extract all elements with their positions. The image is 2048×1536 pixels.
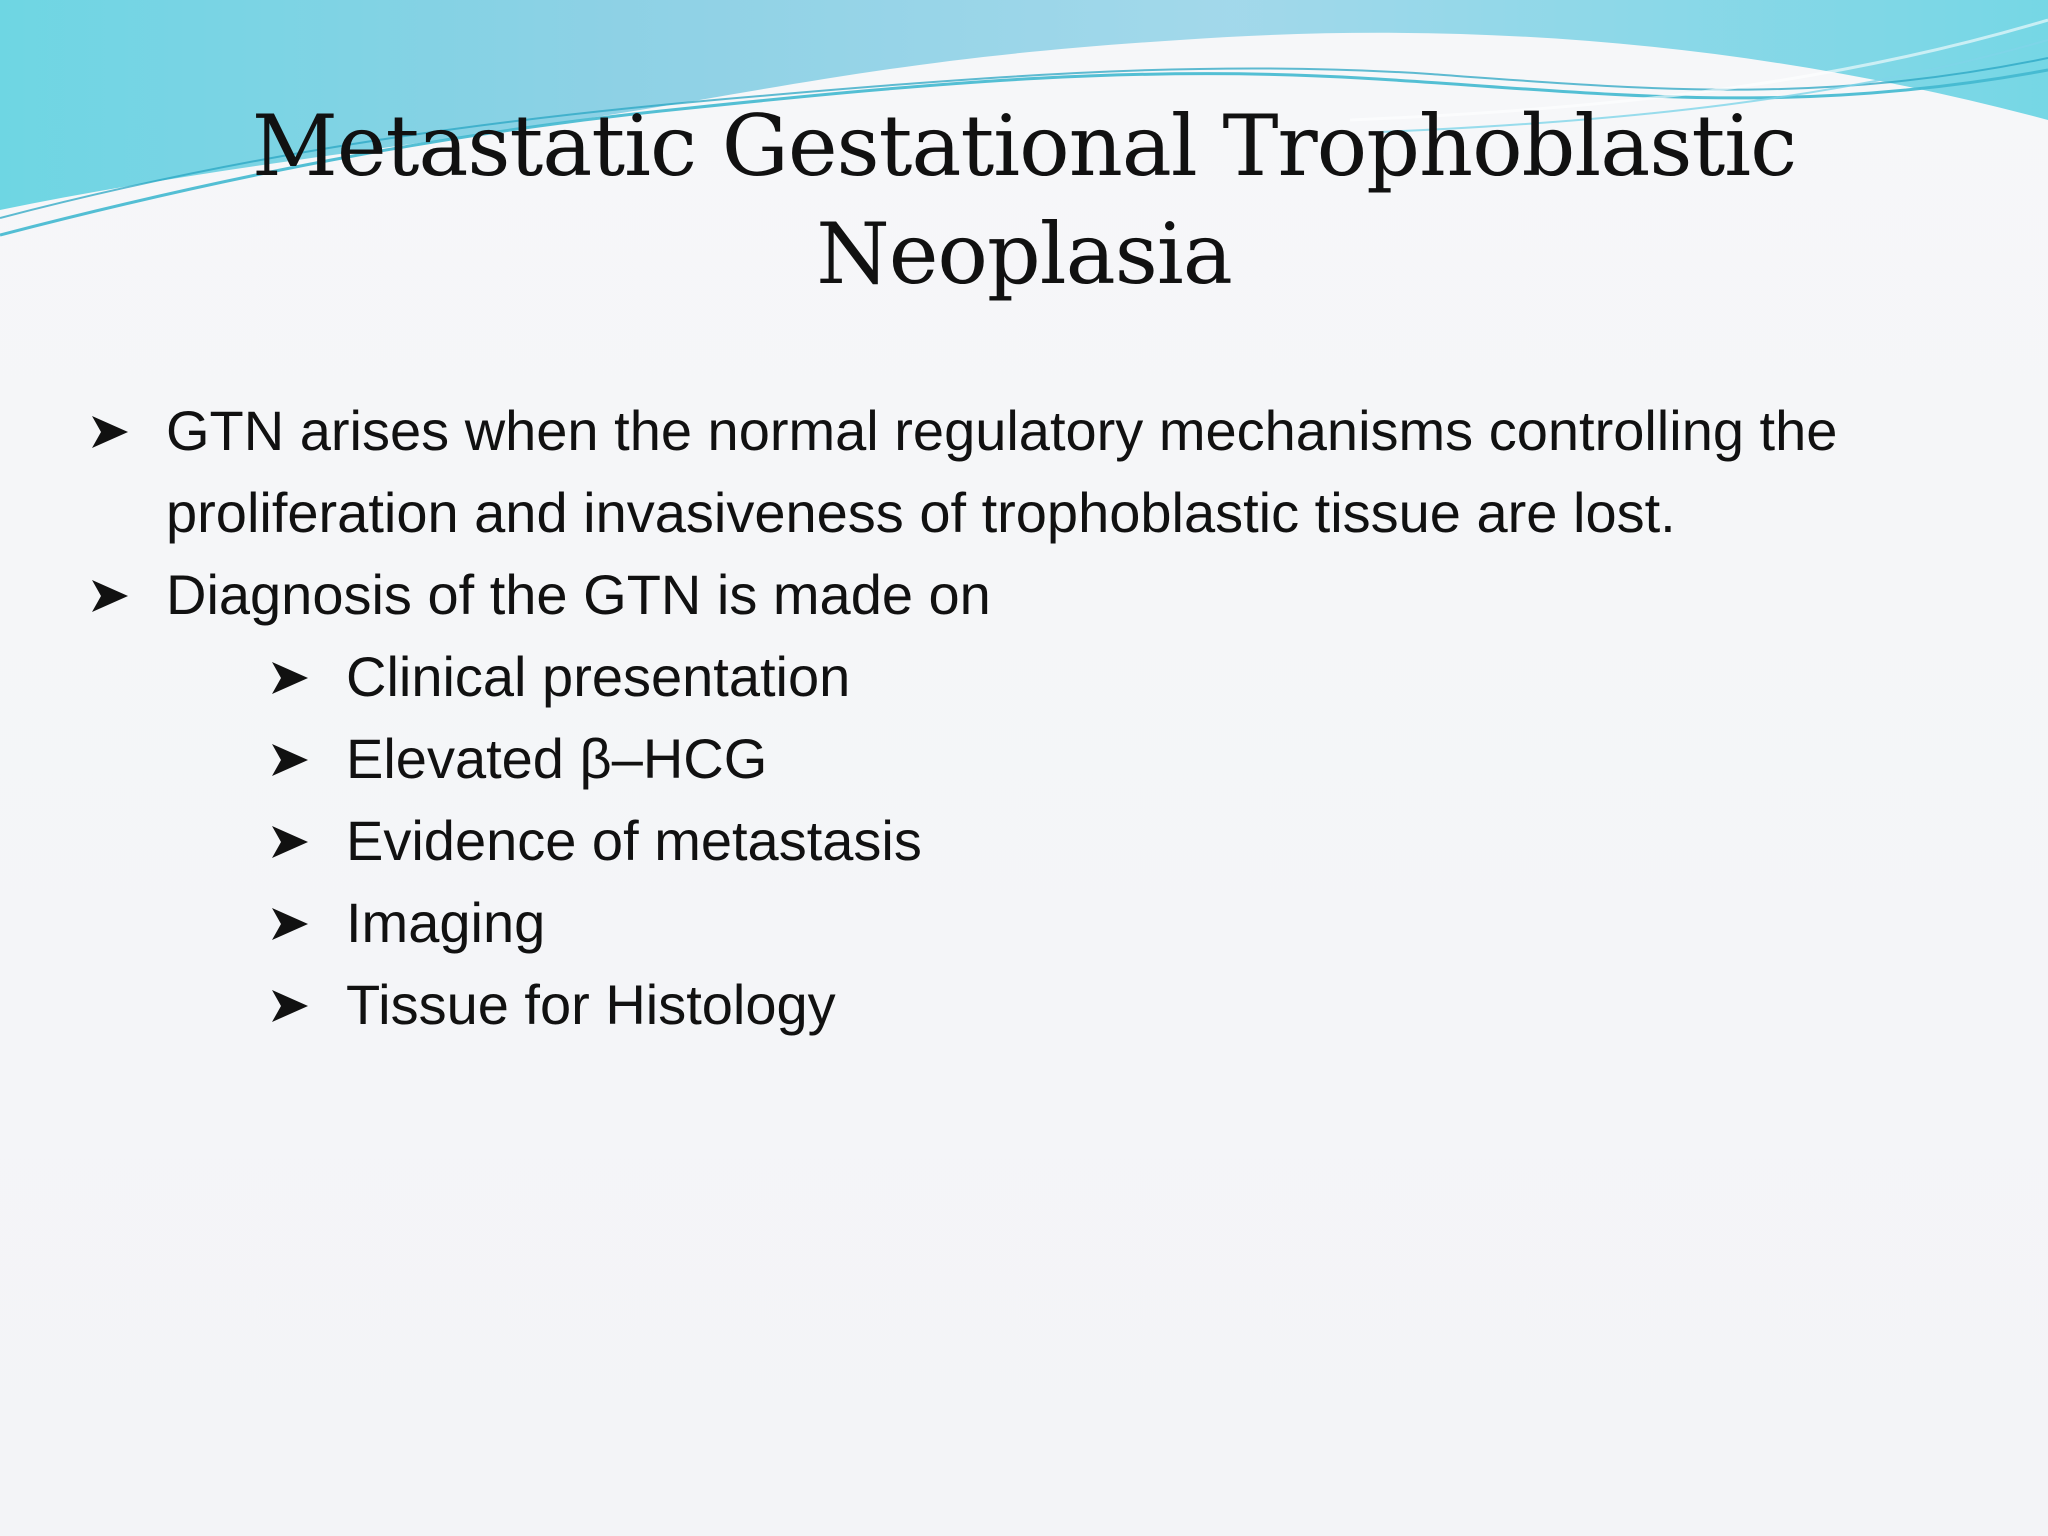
bullet-item-2 [88,554,1968,636]
arrow-bullet-icon [268,984,312,1028]
arrow-bullet-icon [268,656,312,700]
title-line-1: Metastatic Gestational Trophoblastic [251,97,1797,195]
sub-bullet-text-3: Evidence of metastasis [346,809,922,872]
sub-bullet-item-5 [268,964,1968,1046]
sub-bullet-item-1 [268,636,1968,718]
arrow-bullet-icon [88,574,132,618]
sub-bullet-text-2: Elevated β–HCG [346,727,768,790]
sub-bullet-text-1: Clinical presentation [346,645,851,708]
bullet-item-1 [88,390,1968,554]
sub-bullet-item-2 [268,718,1968,800]
sub-bullet-text-5: Tissue for Histology [346,973,836,1036]
sub-bullet-item-4 [268,882,1968,964]
bullet-list [88,390,1968,1046]
bullet-text-1: GTN arises when the normal regulatory mechanisms controlling the proliferation and invasiveness of trophoblastic tissue are lost. [166,399,1838,544]
slide-title [0,92,2048,308]
arrow-bullet-icon [88,410,132,454]
arrow-bullet-icon [268,820,312,864]
title-line-2: Neoplasia [816,205,1232,303]
arrow-bullet-icon [268,738,312,782]
sub-bullet-item-3 [268,800,1968,882]
bullet-text-2: Diagnosis of the GTN is made on [166,563,991,626]
sub-bullet-text-4: Imaging [346,891,546,954]
arrow-bullet-icon [268,902,312,946]
